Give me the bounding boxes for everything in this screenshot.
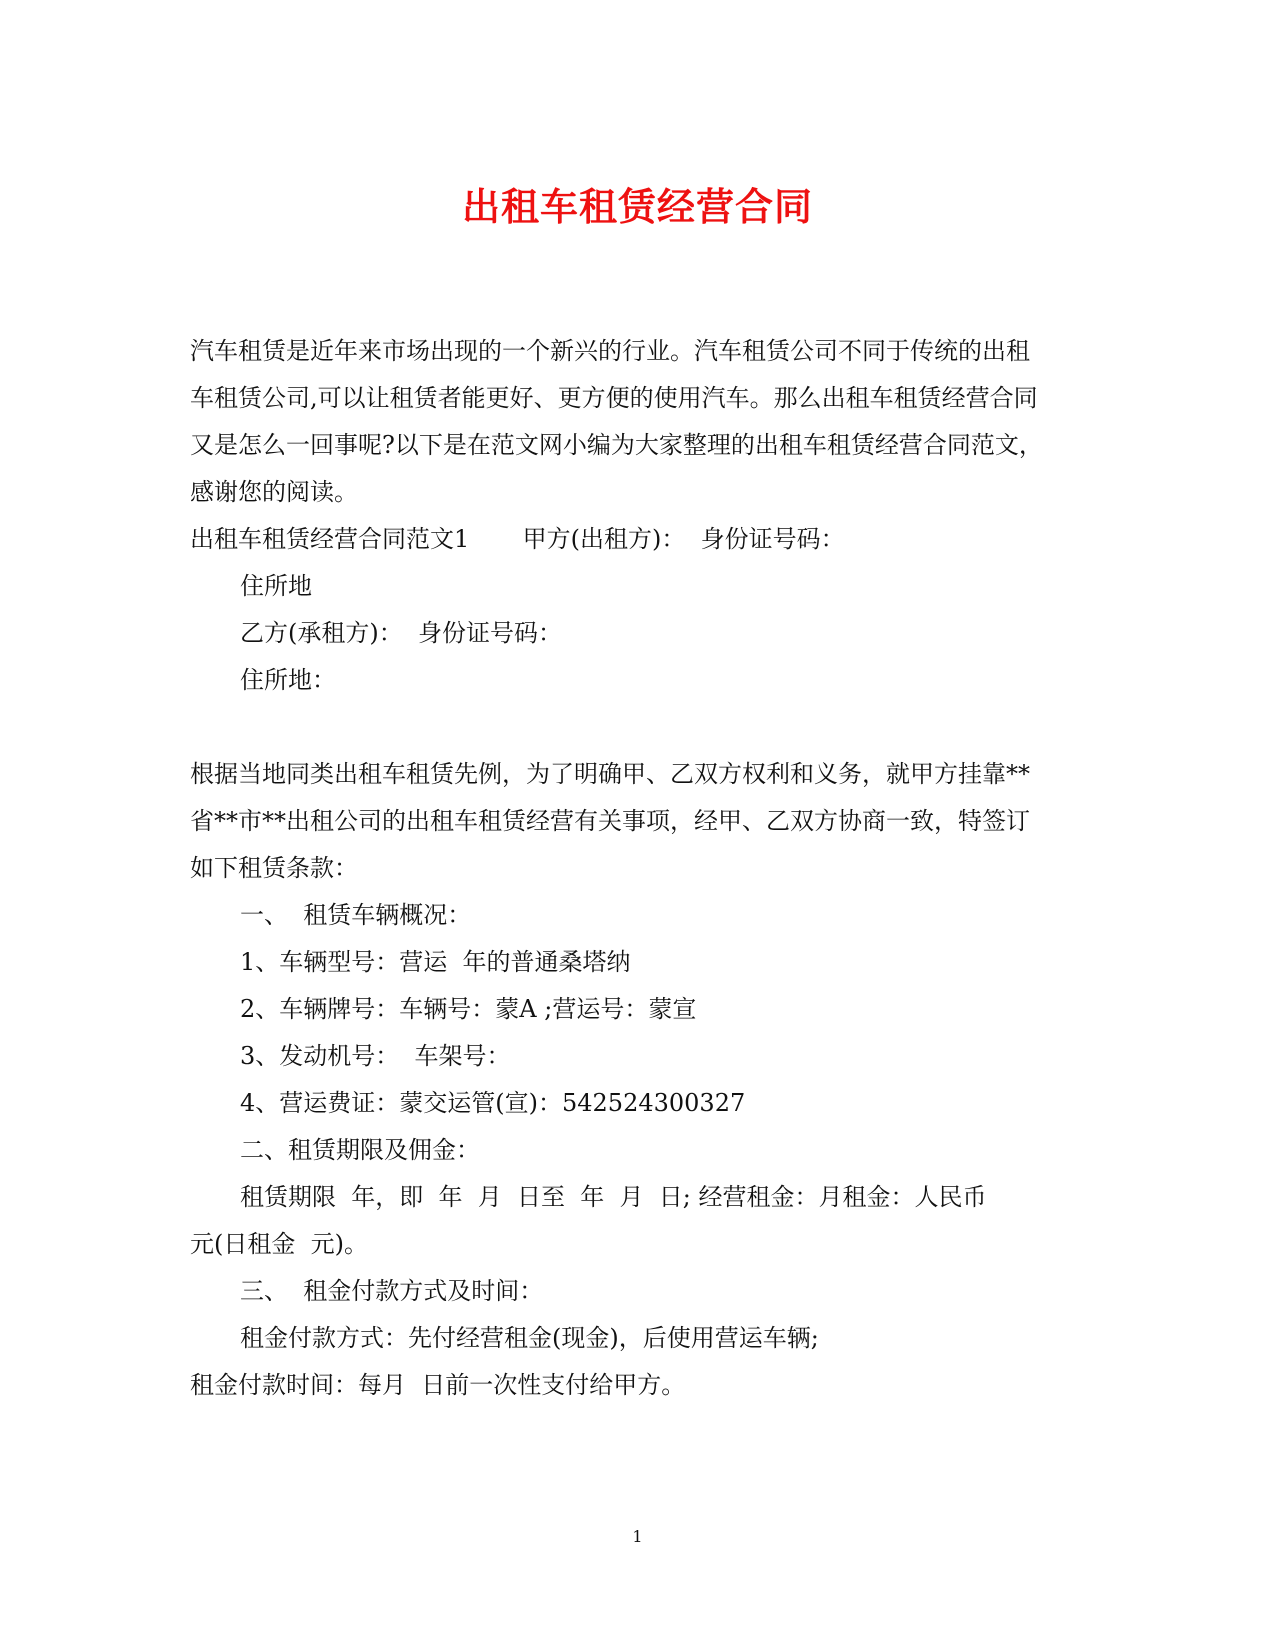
document-title: 出租车租赁经营合同	[461, 184, 813, 229]
section-2-heading: 二、租赁期限及佣金：	[240, 1136, 480, 1164]
intro-line-1: 汽车租赁是近年来市场出现的一个新兴的行业。汽车租赁公司不同于传统的出租	[190, 337, 1030, 365]
lease-term-line-2: 元(日租金 元)。	[190, 1230, 368, 1258]
party-b-address: 住所地：	[240, 666, 336, 694]
lease-term-line-1: 租赁期限 年，即 年 月 日至 年 月 日; 经营租金：月租金：人民币	[240, 1183, 987, 1211]
section-3-heading: 三、 租金付款方式及时间：	[240, 1277, 544, 1305]
intro-line-2: 车租赁公司,可以让租赁者能更好、更方便的使用汽车。那么出租车租赁经营合同	[190, 384, 1038, 412]
payment-method: 租金付款方式：先付经营租金(现金)，后使用营运车辆;	[240, 1324, 819, 1352]
preamble-line-2: 省**市**出租公司的出租车租赁经营有关事项，经甲、乙双方协商一致，特签订	[190, 807, 1030, 835]
party-b-line: 乙方(承租方)： 身份证号码：	[240, 619, 562, 647]
page-number: 1	[632, 1527, 643, 1546]
payment-time: 租金付款时间：每月 日前一次性支付给甲方。	[190, 1371, 686, 1399]
preamble-line-3: 如下租赁条款：	[190, 854, 358, 882]
party-a-address: 住所地	[240, 572, 312, 600]
intro-line-4: 感谢您的阅读。	[190, 478, 358, 506]
vehicle-plate: 2、车辆牌号：车辆号：蒙A ;营运号：蒙宣	[240, 995, 697, 1023]
intro-line-3: 又是怎么一回事呢?以下是在范文网小编为大家整理的出租车租赁经营合同范文，	[190, 431, 1043, 459]
engine-number: 3、发动机号： 车架号：	[240, 1042, 511, 1070]
vehicle-model: 1、车辆型号：营运 年的普通桑塔纳	[240, 948, 631, 976]
section-1-heading: 一、 租赁车辆概况：	[240, 901, 472, 929]
preamble-line-1: 根据当地同类出租车租赁先例，为了明确甲、乙双方权利和义务，就甲方挂靠**	[190, 760, 1030, 788]
contract-heading-party-a: 出租车租赁经营合同范文1 甲方(出租方)： 身份证号码：	[190, 525, 845, 553]
operating-certificate: 4、营运费证：蒙交运管(宣)：542524300327	[240, 1089, 746, 1117]
